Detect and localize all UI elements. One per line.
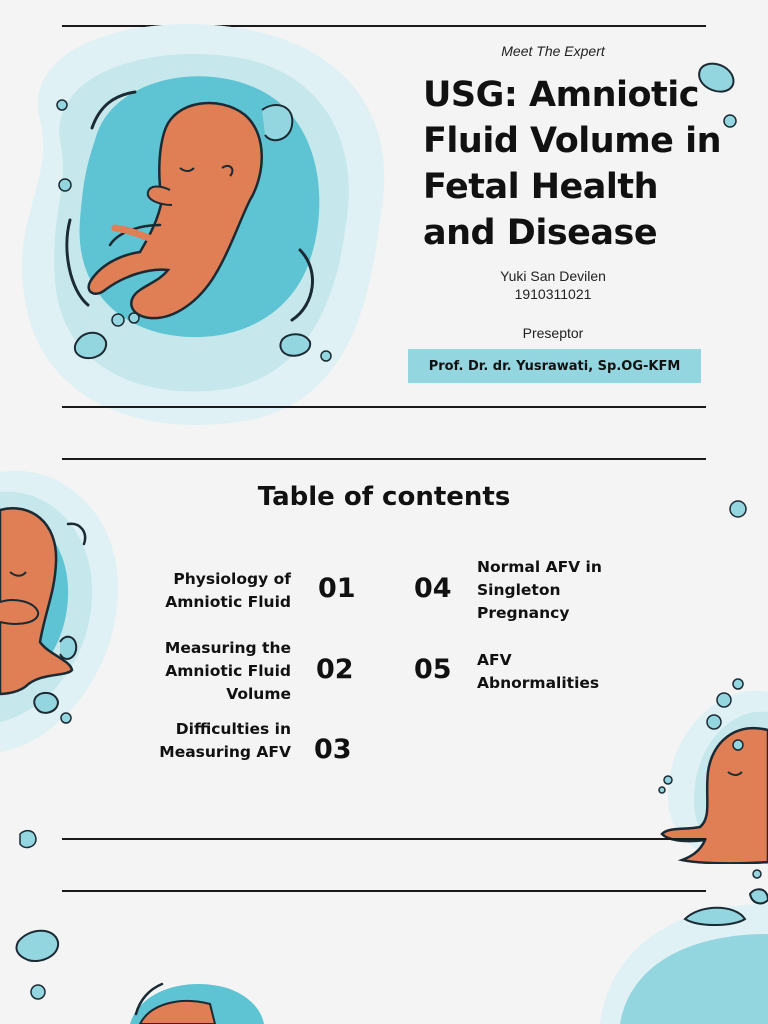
toc-title: Table of contents xyxy=(257,482,511,512)
author-block xyxy=(470,267,636,303)
toc-item-label: Normal AFV in Singleton Pregnancy xyxy=(477,558,602,622)
toc-item-number: 04 xyxy=(414,573,452,604)
toc-item-label: AFV Abnormalities xyxy=(477,651,600,692)
bottom-divider xyxy=(62,406,706,408)
toc-item-label: Measuring the Amniotic Fluid Volume xyxy=(164,639,291,703)
preceptor-label: Preseptor xyxy=(522,325,584,341)
toc-item-number: 01 xyxy=(318,573,356,604)
cover-slide xyxy=(0,0,768,432)
toc-item-label: Difficulties in Measuring AFV xyxy=(159,720,291,761)
toc-item-label: Physiology of Amniotic Fluid xyxy=(165,570,291,611)
preceptor-name-badge xyxy=(408,349,701,383)
toc-item-number: 05 xyxy=(414,654,452,685)
presentation-title: USG: Amniotic Fluid Volume in Fetal Health and Disease xyxy=(423,75,721,253)
author-name: Yuki San Devilen xyxy=(500,268,606,284)
preceptor-name: Prof. Dr. dr. Yusrawati, Sp.OG-KFM xyxy=(428,358,681,374)
toc-item-number: 02 xyxy=(316,654,354,685)
kicker-text: Meet The Expert xyxy=(501,43,605,59)
water-droplet-icon xyxy=(16,931,58,961)
author-id: 1910311021 xyxy=(514,286,592,302)
fetus-in-amniotic-fluid-illustration xyxy=(0,864,768,1024)
toc-slide xyxy=(0,432,768,864)
bottom-divider xyxy=(62,838,706,840)
next-slide-preview xyxy=(0,864,768,1024)
toc-item-number: 03 xyxy=(314,734,352,765)
